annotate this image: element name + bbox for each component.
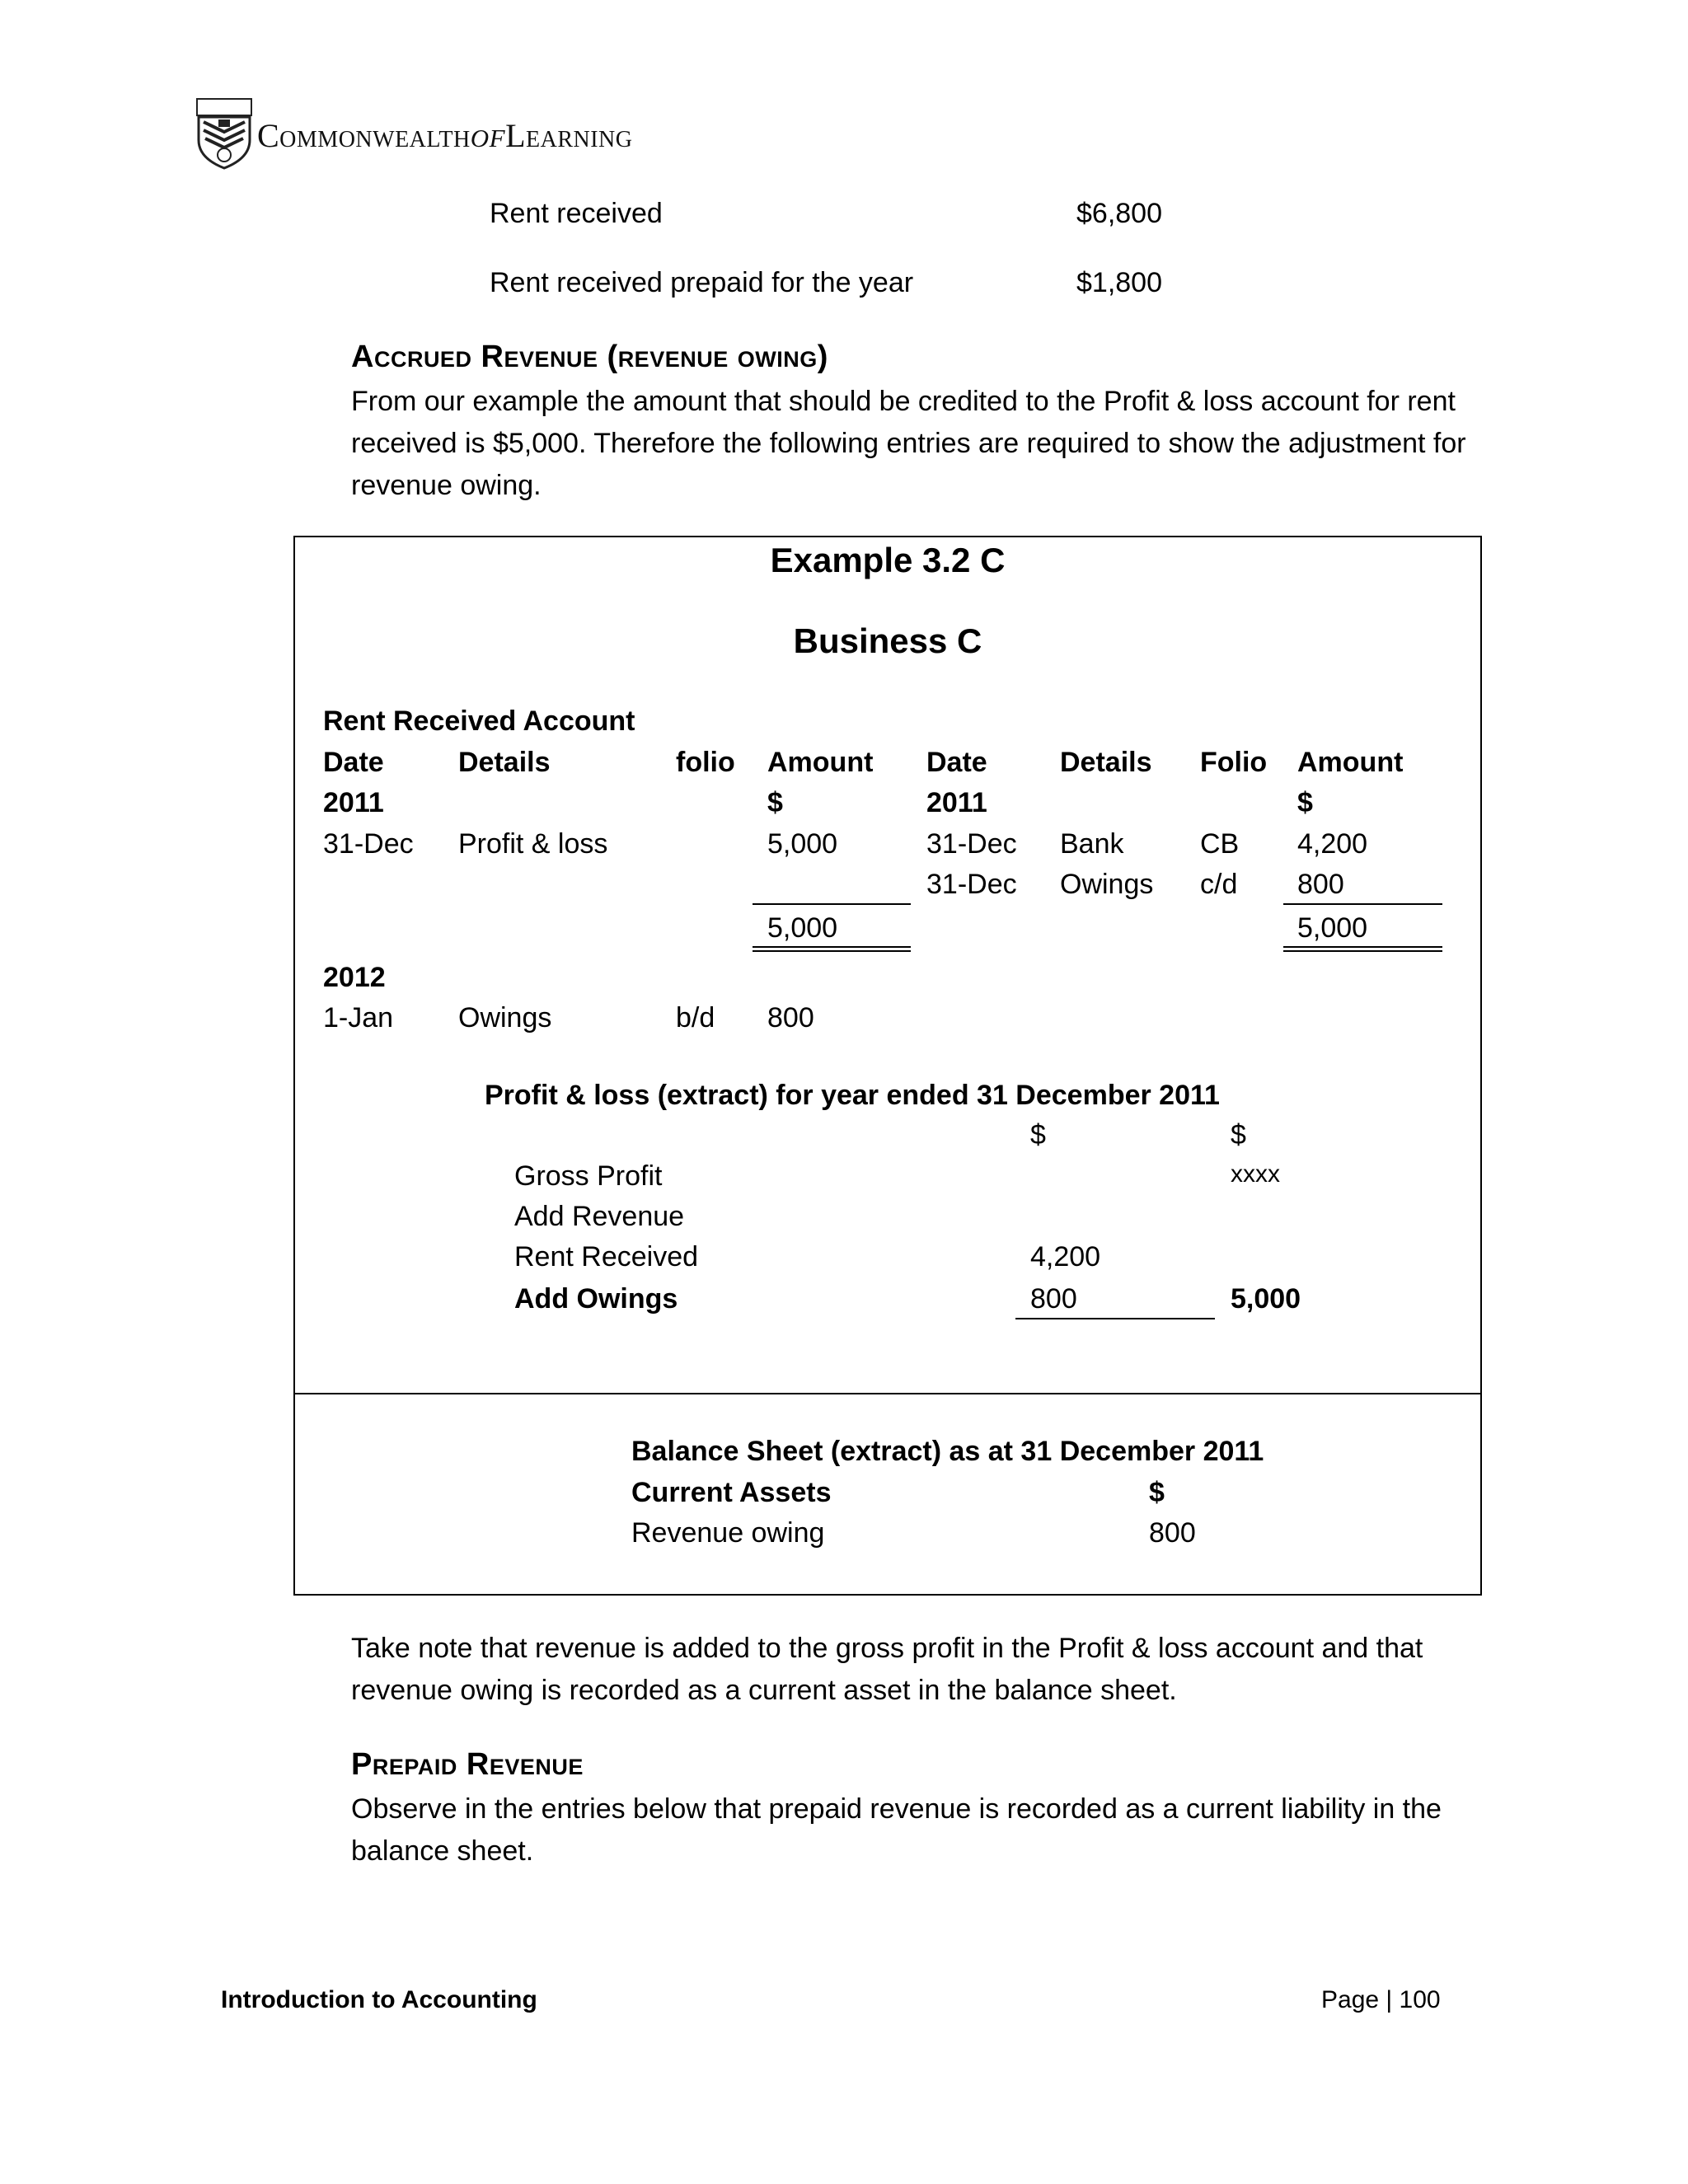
pl-col1-currency: $: [1030, 1119, 1046, 1151]
header-folio-left: folio: [676, 747, 735, 778]
bd-amount: 800: [767, 1002, 814, 1033]
credit-amount-2: 800: [1297, 869, 1344, 900]
pl-rent-received-value: 4,200: [1030, 1241, 1101, 1272]
header-details-left: Details: [458, 747, 551, 778]
accrued-revenue-paragraph: From our example the amount that should be credited to the Profit & loss account for rent received is $5,000. Therefore the following entries are required to show the adjustment for revenue owing.: [351, 386, 1466, 501]
org-name: [257, 114, 633, 156]
header-amount-left: Amount: [767, 747, 874, 778]
currency-right: $: [1297, 787, 1313, 818]
pl-underline: [1015, 1318, 1215, 1319]
credit-folio-1: CB: [1200, 828, 1240, 860]
prepaid-revenue-heading: Prepaid Revenue: [351, 1747, 584, 1782]
account-title: Rent Received Account: [323, 705, 635, 737]
pl-total-value: 5,000: [1231, 1283, 1301, 1315]
footer-page-number: Page | 100: [1321, 1986, 1441, 2013]
credit-details-1: Bank: [1060, 828, 1124, 860]
org-name-of: of: [470, 115, 506, 155]
credit-details-2: Owings: [1060, 869, 1154, 900]
debit-amount: 5,000: [767, 828, 838, 860]
header-folio-right: Folio: [1200, 747, 1268, 778]
pl-add-owings-value: 800: [1030, 1283, 1077, 1315]
next-year: 2012: [323, 962, 386, 993]
header-date-right: Date: [926, 747, 987, 778]
debit-details: Profit & loss: [458, 828, 608, 860]
accrued-revenue-heading: Accrued Revenue (revenue owing): [351, 340, 828, 374]
credit-folio-2: c/d: [1200, 869, 1238, 900]
total-left: 5,000: [767, 912, 838, 944]
bs-row-label: Revenue owing: [631, 1517, 825, 1549]
double-underline-right: [1283, 946, 1442, 952]
bs-title: Balance Sheet (extract) as at 31 December 2011: [631, 1436, 1264, 1467]
bd-date: 1-Jan: [323, 1002, 394, 1033]
bd-details: Owings: [458, 1002, 552, 1033]
pl-col2-currency: $: [1231, 1119, 1246, 1151]
logo-badge-text: C·O·L: [199, 97, 242, 111]
double-underline-left: [753, 946, 911, 952]
org-name-part1: Commonwealth: [257, 117, 471, 154]
example-subtitle: Business C: [793, 621, 982, 660]
box-divider: [293, 1393, 1482, 1394]
footer-book-title: Introduction to Accounting: [221, 1986, 537, 2013]
credit-amount-1: 4,200: [1297, 828, 1368, 860]
total-right: 5,000: [1297, 912, 1368, 944]
debit-date: 31-Dec: [323, 828, 414, 860]
bs-currency: $: [1149, 1477, 1165, 1508]
bs-row-value: 800: [1149, 1517, 1196, 1549]
credit-date-2: 31-Dec: [926, 869, 1017, 900]
rent-prepaid-value: $1,800: [1076, 267, 1162, 298]
rent-prepaid-label: Rent received prepaid for the year: [490, 267, 914, 298]
pl-gross-profit-value: xxxx: [1231, 1160, 1280, 1188]
header-amount-right: Amount: [1297, 747, 1404, 778]
year-left: 2011: [323, 787, 384, 818]
bd-folio: b/d: [676, 1002, 715, 1033]
pl-rent-received-label: Rent Received: [514, 1241, 699, 1272]
header-date-left: Date: [323, 747, 384, 778]
example-title: Example 3.2 C: [770, 541, 1006, 579]
prepaid-revenue-paragraph: Observe in the entries below that prepaid revenue is recorded as a current liability in the balance sheet.: [351, 1793, 1442, 1867]
org-name-part2: Learning: [505, 117, 633, 154]
currency-left: $: [767, 787, 783, 818]
credit-date-1: 31-Dec: [926, 828, 1017, 860]
header-details-right: Details: [1060, 747, 1152, 778]
pl-add-revenue-label: Add Revenue: [514, 1201, 685, 1232]
note-paragraph: Take note that revenue is added to the gross profit in the Profit & loss account and that revenue owing is recorded as a current asset in the balance sheet.: [351, 1633, 1423, 1706]
rent-received-label: Rent received: [490, 198, 663, 229]
bs-section: Current Assets: [631, 1477, 832, 1508]
year-right: 2011: [926, 787, 987, 818]
pl-gross-profit-label: Gross Profit: [514, 1160, 663, 1192]
pl-title: Profit & loss (extract) for year ended 31 December 2011: [485, 1080, 1220, 1111]
rent-received-value: $6,800: [1076, 198, 1162, 229]
subtotal-line-right: [1283, 903, 1442, 905]
subtotal-line-left: [753, 903, 911, 905]
pl-add-owings-label: Add Owings: [514, 1283, 678, 1315]
